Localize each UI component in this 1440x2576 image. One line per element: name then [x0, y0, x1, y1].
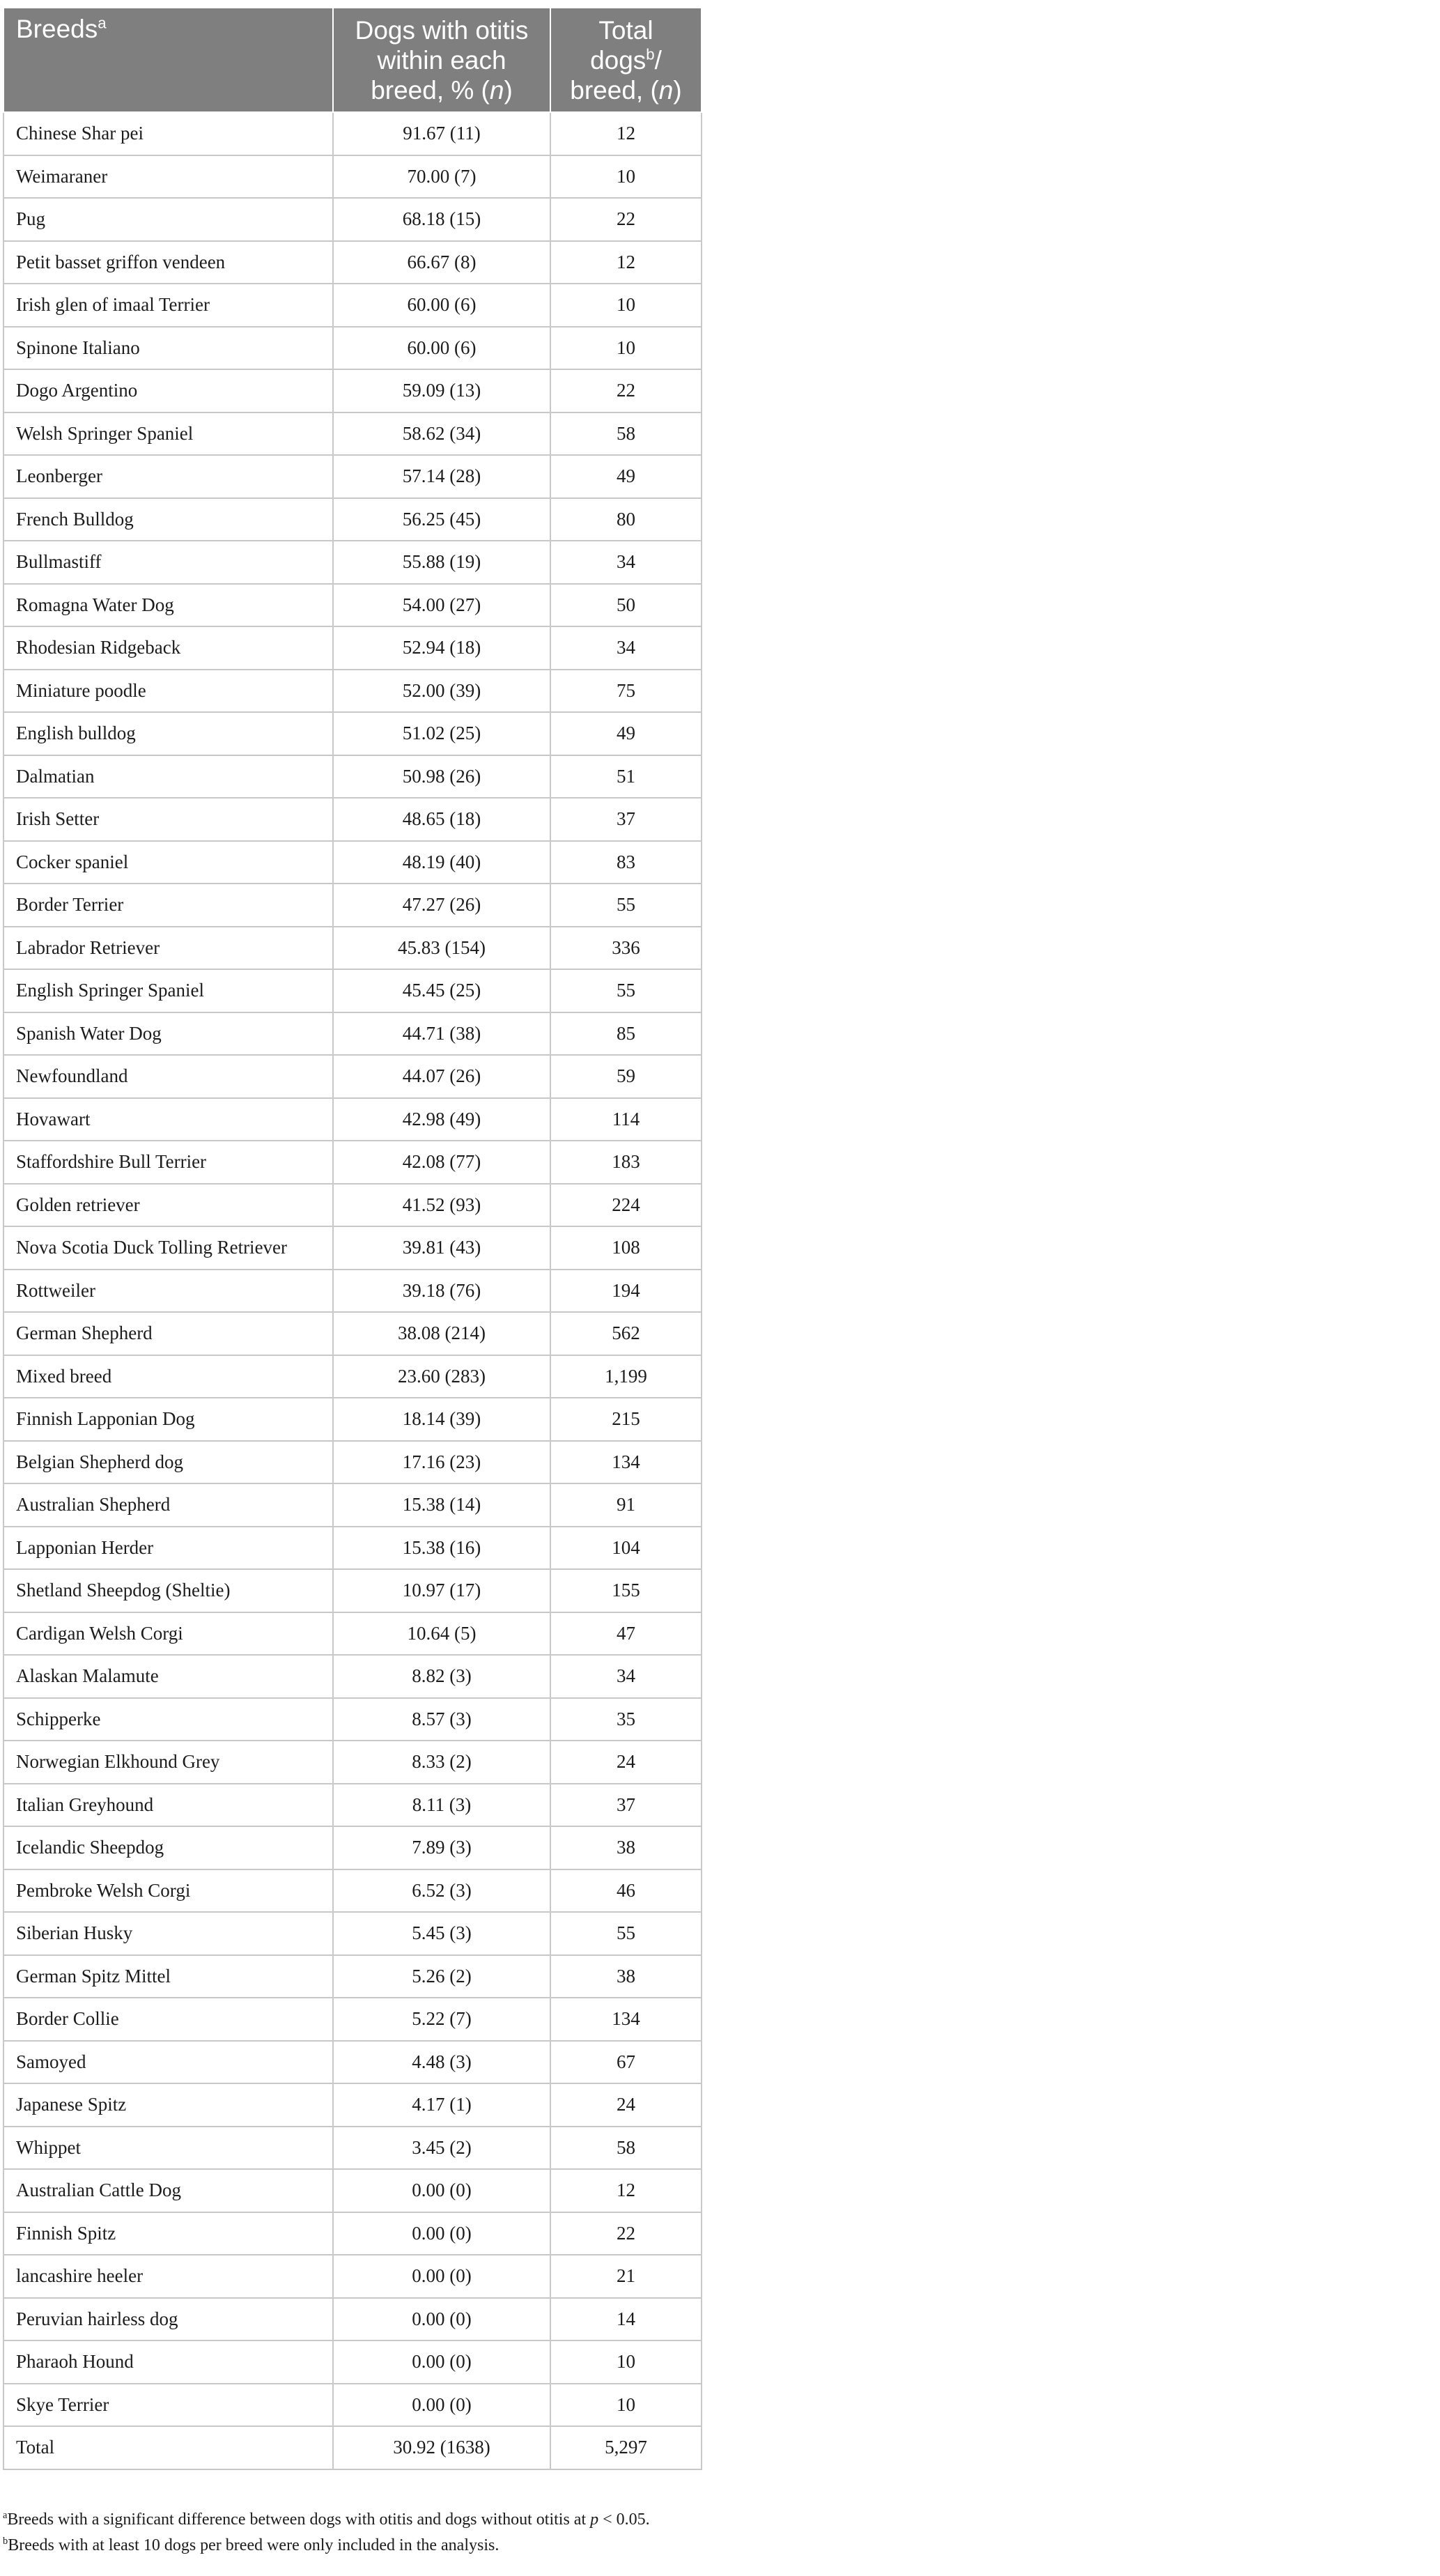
otitis-percent-cell: 70.00 (7)	[333, 155, 550, 199]
breed-cell: Samoyed	[3, 2041, 333, 2084]
header-row	[3, 8, 702, 112]
total-dogs-cell: 37	[550, 1784, 702, 1827]
table-header	[3, 8, 702, 112]
table-row	[3, 2384, 702, 2427]
breed-cell: German Spitz Mittel	[3, 1955, 333, 1998]
total-dogs-cell: 67	[550, 2041, 702, 2084]
footnote-a-italic: p	[590, 2511, 599, 2529]
total-dogs-cell: 24	[550, 1741, 702, 1784]
breed-cell: Weimaraner	[3, 155, 333, 199]
table-row	[3, 369, 702, 412]
breed-cell: Pembroke Welsh Corgi	[3, 1869, 333, 1913]
table-row	[3, 2298, 702, 2341]
total-dogs-cell: 51	[550, 755, 702, 799]
table-row	[3, 884, 702, 927]
otitis-percent-cell: 8.33 (2)	[333, 1741, 550, 1784]
table-row	[3, 241, 702, 284]
otitis-percent-cell: 0.00 (0)	[333, 2169, 550, 2212]
header-total-line3-post: )	[673, 75, 682, 105]
otitis-percent-cell: 45.45 (25)	[333, 969, 550, 1012]
breed-cell: Schipperke	[3, 1698, 333, 1741]
total-dogs-cell: 38	[550, 1826, 702, 1869]
table-row	[3, 412, 702, 456]
table-total-row	[3, 2426, 702, 2469]
table-row	[3, 712, 702, 755]
otitis-percent-cell: 42.98 (49)	[333, 1098, 550, 1141]
table-row	[3, 2041, 702, 2084]
table-row	[3, 626, 702, 670]
total-dogs-cell: 108	[550, 1226, 702, 1270]
table-row	[3, 1398, 702, 1441]
otitis-percent-cell: 52.94 (18)	[333, 626, 550, 670]
breed-cell: Border Terrier	[3, 884, 333, 927]
breed-cell: Alaskan Malamute	[3, 1655, 333, 1698]
table-row	[3, 927, 702, 970]
total-dogs-cell: 21	[550, 2255, 702, 2298]
breed-cell: Miniature poodle	[3, 670, 333, 713]
total-dogs-cell: 50	[550, 584, 702, 627]
breed-cell: Mixed breed	[3, 1355, 333, 1398]
breed-cell: Rottweiler	[3, 1270, 333, 1313]
footnote-a-marker: a	[3, 2510, 8, 2521]
otitis-percent-cell: 7.89 (3)	[333, 1826, 550, 1869]
otitis-percent-cell: 44.07 (26)	[333, 1055, 550, 1098]
breed-cell: English bulldog	[3, 712, 333, 755]
breed-cell: Australian Shepherd	[3, 1483, 333, 1527]
table-row	[3, 284, 702, 327]
otitis-percent-cell: 42.08 (77)	[333, 1141, 550, 1184]
otitis-percent-cell: 0.00 (0)	[333, 2298, 550, 2341]
table-row	[3, 1270, 702, 1313]
footnote-a	[3, 2507, 650, 2533]
footnote-a-text-post: < 0.05.	[598, 2511, 650, 2529]
breed-cell: Staffordshire Bull Terrier	[3, 1141, 333, 1184]
otitis-percent-cell: 4.48 (3)	[333, 2041, 550, 2084]
otitis-breed-table	[3, 7, 702, 2470]
total-dogs-cell: 134	[550, 1441, 702, 1484]
breed-cell: English Springer Spaniel	[3, 969, 333, 1012]
breed-cell: Finnish Lapponian Dog	[3, 1398, 333, 1441]
table-row	[3, 1355, 702, 1398]
table-row	[3, 1912, 702, 1955]
table-row	[3, 112, 702, 155]
total-dogs-cell: 12	[550, 2169, 702, 2212]
footnote-b-marker: b	[3, 2536, 8, 2547]
otitis-percent-cell: 10.97 (17)	[333, 1569, 550, 1612]
total-dogs-cell: 83	[550, 841, 702, 884]
otitis-percent-cell: 5.22 (7)	[333, 1998, 550, 2041]
table-row	[3, 1441, 702, 1484]
table-row	[3, 969, 702, 1012]
header-otitis-line1: Dogs with otitis	[355, 15, 529, 45]
header-total-dogs	[550, 8, 702, 112]
otitis-percent-cell: 47.27 (26)	[333, 884, 550, 927]
total-dogs-cell: 22	[550, 2212, 702, 2255]
otitis-percent-cell: 5.45 (3)	[333, 1912, 550, 1955]
total-dogs-cell: 134	[550, 1998, 702, 2041]
table-row	[3, 2255, 702, 2298]
table-row	[3, 455, 702, 498]
table-row	[3, 2212, 702, 2255]
total-dogs-cell: 183	[550, 1141, 702, 1184]
table-row	[3, 1098, 702, 1141]
otitis-percent-cell: 52.00 (39)	[333, 670, 550, 713]
total-dogs-cell: 14	[550, 2298, 702, 2341]
header-total-line2-pre: dogs	[590, 45, 647, 75]
total-dogs-cell: 55	[550, 969, 702, 1012]
table-row	[3, 1612, 702, 1656]
total-dogs-cell: 155	[550, 1569, 702, 1612]
breed-cell: Nova Scotia Duck Tolling Retriever	[3, 1226, 333, 1270]
breed-cell: Italian Greyhound	[3, 1784, 333, 1827]
otitis-percent-cell: 10.64 (5)	[333, 1612, 550, 1656]
breed-cell: Petit basset griffon vendeen	[3, 241, 333, 284]
total-dogs-cell: 562	[550, 1312, 702, 1355]
table-row	[3, 2127, 702, 2170]
header-breeds	[3, 8, 333, 112]
breed-cell: Icelandic Sheepdog	[3, 1826, 333, 1869]
table-row	[3, 1141, 702, 1184]
otitis-percent-cell: 39.81 (43)	[333, 1226, 550, 1270]
breed-cell: Hovawart	[3, 1098, 333, 1141]
table-row	[3, 2083, 702, 2127]
otitis-percent-cell: 60.00 (6)	[333, 327, 550, 370]
otitis-percent-cell: 57.14 (28)	[333, 455, 550, 498]
otitis-percent-cell: 4.17 (1)	[333, 2083, 550, 2127]
table-row	[3, 327, 702, 370]
total-dogs-cell: 1,199	[550, 1355, 702, 1398]
otitis-percent-cell: 6.52 (3)	[333, 1869, 550, 1913]
table-row	[3, 1569, 702, 1612]
otitis-percent-cell: 15.38 (14)	[333, 1483, 550, 1527]
otitis-percent-cell: 39.18 (76)	[333, 1270, 550, 1313]
table-row	[3, 1483, 702, 1527]
table-row	[3, 1527, 702, 1570]
breed-cell: Peruvian hairless dog	[3, 2298, 333, 2341]
total-dogs-cell: 10	[550, 2384, 702, 2427]
otitis-percent-cell: 8.11 (3)	[333, 1784, 550, 1827]
breed-cell: Norwegian Elkhound Grey	[3, 1741, 333, 1784]
otitis-percent-cell: 8.82 (3)	[333, 1655, 550, 1698]
breed-cell: French Bulldog	[3, 498, 333, 541]
total-dogs-cell: 10	[550, 155, 702, 199]
table-row	[3, 1955, 702, 1998]
table-row	[3, 584, 702, 627]
otitis-percent-cell: 0.00 (0)	[333, 2212, 550, 2255]
total-dogs-cell: 58	[550, 2127, 702, 2170]
breed-cell: Spanish Water Dog	[3, 1012, 333, 1056]
header-total-line1: Total	[598, 15, 653, 45]
table-body	[3, 112, 702, 2469]
total-dogs-cell: 38	[550, 1955, 702, 1998]
total-dogs-cell: 49	[550, 712, 702, 755]
table-row	[3, 2169, 702, 2212]
total-dogs-cell: 224	[550, 1184, 702, 1227]
table-row	[3, 1655, 702, 1698]
total-dogs-cell: 34	[550, 626, 702, 670]
otitis-percent-cell: 48.65 (18)	[333, 798, 550, 841]
total-dogs-cell: 34	[550, 541, 702, 584]
breed-cell: Whippet	[3, 2127, 333, 2170]
otitis-percent-cell: 0.00 (0)	[333, 2340, 550, 2384]
header-breeds-label: Breeds	[16, 15, 98, 43]
header-dogs-with-otitis	[333, 8, 550, 112]
breed-cell: German Shepherd	[3, 1312, 333, 1355]
breed-cell: Belgian Shepherd dog	[3, 1441, 333, 1484]
breed-cell: Skye Terrier	[3, 2384, 333, 2427]
total-dogs-cell: 24	[550, 2083, 702, 2127]
breed-cell: Siberian Husky	[3, 1912, 333, 1955]
header-otitis-line3-post: )	[504, 75, 513, 105]
total-dogs-cell: 59	[550, 1055, 702, 1098]
otitis-percent-cell: 91.67 (11)	[333, 112, 550, 155]
breed-cell: Labrador Retriever	[3, 927, 333, 970]
footnote-b	[3, 2533, 650, 2559]
table-row	[3, 755, 702, 799]
otitis-percent-cell: 44.71 (38)	[333, 1012, 550, 1056]
otitis-percent-cell: 51.02 (25)	[333, 712, 550, 755]
table-row	[3, 1826, 702, 1869]
total-dogs-cell: 47	[550, 1612, 702, 1656]
breed-cell: Welsh Springer Spaniel	[3, 412, 333, 456]
otitis-percent-cell: 66.67 (8)	[333, 241, 550, 284]
table-row	[3, 541, 702, 584]
otitis-percent-cell: 60.00 (6)	[333, 284, 550, 327]
breed-cell: Japanese Spitz	[3, 2083, 333, 2127]
table-row	[3, 1184, 702, 1227]
total-dogs-cell: 35	[550, 1698, 702, 1741]
table-footnotes	[3, 2507, 650, 2559]
breed-cell: Irish glen of imaal Terrier	[3, 284, 333, 327]
header-otitis-line3-pre: breed, % (	[371, 75, 490, 105]
otitis-percent-cell: 8.57 (3)	[333, 1698, 550, 1741]
table-row	[3, 1998, 702, 2041]
breed-cell: Pharaoh Hound	[3, 2340, 333, 2384]
total-dogs-cell: 10	[550, 2340, 702, 2384]
breed-cell: Leonberger	[3, 455, 333, 498]
total-dogs-cell: 215	[550, 1398, 702, 1441]
total-dogs-cell: 10	[550, 284, 702, 327]
breed-cell: Lapponian Herder	[3, 1527, 333, 1570]
header-otitis-line2: within each	[377, 45, 506, 75]
table-row	[3, 198, 702, 241]
otitis-percent-cell: 48.19 (40)	[333, 841, 550, 884]
total-dogs-cell: 336	[550, 927, 702, 970]
total-dogs-cell: 55	[550, 884, 702, 927]
total-dogs-cell: 58	[550, 412, 702, 456]
total-dogs-cell: 34	[550, 1655, 702, 1698]
table-row	[3, 498, 702, 541]
total-dogs-cell: 85	[550, 1012, 702, 1056]
breed-cell: Golden retriever	[3, 1184, 333, 1227]
table-row	[3, 1784, 702, 1827]
breed-cell: Chinese Shar pei	[3, 112, 333, 155]
total-dogs-cell: 46	[550, 1869, 702, 1913]
breed-cell: Australian Cattle Dog	[3, 2169, 333, 2212]
total-dogs-cell: 10	[550, 327, 702, 370]
breed-cell: Pug	[3, 198, 333, 241]
header-total-footnote-marker: b	[646, 45, 655, 63]
otitis-percent-cell: 45.83 (154)	[333, 927, 550, 970]
otitis-percent-cell: 0.00 (0)	[333, 2384, 550, 2427]
breed-cell: Finnish Spitz	[3, 2212, 333, 2255]
total-dogs-cell: 91	[550, 1483, 702, 1527]
otitis-percent-cell: 50.98 (26)	[333, 755, 550, 799]
header-total-line2-post: /	[654, 45, 662, 75]
footnote-a-text-pre: Breeds with a significant difference between dogs with otitis and dogs without otitis at	[7, 2511, 591, 2529]
breed-cell: Rhodesian Ridgeback	[3, 626, 333, 670]
breed-cell: lancashire heeler	[3, 2255, 333, 2298]
table-row	[3, 155, 702, 199]
breed-cell: Cardigan Welsh Corgi	[3, 1612, 333, 1656]
breed-cell: Romagna Water Dog	[3, 584, 333, 627]
breed-cell: Irish Setter	[3, 798, 333, 841]
header-otitis-line3-italic: n	[489, 75, 504, 105]
table-row	[3, 670, 702, 713]
table-row	[3, 1698, 702, 1741]
otitis-percent-cell: 54.00 (27)	[333, 584, 550, 627]
breed-cell: Spinone Italiano	[3, 327, 333, 370]
total-dogs-cell: 49	[550, 455, 702, 498]
total-dogs-cell: 75	[550, 670, 702, 713]
otitis-percent-cell: 3.45 (2)	[333, 2127, 550, 2170]
otitis-percent-cell: 17.16 (23)	[333, 1441, 550, 1484]
otitis-percent-cell: 15.38 (16)	[333, 1527, 550, 1570]
breed-cell: Newfoundland	[3, 1055, 333, 1098]
otitis-percent-cell: 59.09 (13)	[333, 369, 550, 412]
total-dogs-cell: 114	[550, 1098, 702, 1141]
breed-cell: Total	[3, 2426, 333, 2469]
table-row	[3, 1869, 702, 1913]
total-dogs-cell: 22	[550, 198, 702, 241]
otitis-percent-cell: 68.18 (15)	[333, 198, 550, 241]
total-dogs-cell: 37	[550, 798, 702, 841]
table-row	[3, 1226, 702, 1270]
table-row	[3, 1741, 702, 1784]
total-dogs-cell: 12	[550, 241, 702, 284]
otitis-percent-cell: 23.60 (283)	[333, 1355, 550, 1398]
otitis-percent-cell: 0.00 (0)	[333, 2255, 550, 2298]
total-dogs-cell: 12	[550, 112, 702, 155]
otitis-percent-cell: 58.62 (34)	[333, 412, 550, 456]
total-dogs-cell: 104	[550, 1527, 702, 1570]
header-breeds-footnote-marker: a	[98, 14, 107, 32]
total-dogs-cell: 22	[550, 369, 702, 412]
table-row	[3, 841, 702, 884]
footnote-b-text: Breeds with at least 10 dogs per breed were only included in the analysis.	[8, 2536, 500, 2554]
total-dogs-cell: 194	[550, 1270, 702, 1313]
otitis-percent-cell: 55.88 (19)	[333, 541, 550, 584]
breed-cell: Dalmatian	[3, 755, 333, 799]
total-dogs-cell: 55	[550, 1912, 702, 1955]
total-dogs-cell: 80	[550, 498, 702, 541]
otitis-percent-cell: 5.26 (2)	[333, 1955, 550, 1998]
total-dogs-cell: 5,297	[550, 2426, 702, 2469]
otitis-percent-cell: 56.25 (45)	[333, 498, 550, 541]
table-row	[3, 798, 702, 841]
otitis-percent-cell: 41.52 (93)	[333, 1184, 550, 1227]
breed-cell: Border Collie	[3, 1998, 333, 2041]
table-row	[3, 1055, 702, 1098]
table-row	[3, 1012, 702, 1056]
otitis-percent-cell: 18.14 (39)	[333, 1398, 550, 1441]
table-row	[3, 2340, 702, 2384]
otitis-percent-cell: 38.08 (214)	[333, 1312, 550, 1355]
breed-cell: Bullmastiff	[3, 541, 333, 584]
breed-cell: Cocker spaniel	[3, 841, 333, 884]
table-row	[3, 1312, 702, 1355]
otitis-percent-cell: 30.92 (1638)	[333, 2426, 550, 2469]
breed-cell: Shetland Sheepdog (Sheltie)	[3, 1569, 333, 1612]
header-total-line3-italic: n	[658, 75, 674, 105]
breed-cell: Dogo Argentino	[3, 369, 333, 412]
header-total-line3-pre: breed, (	[570, 75, 659, 105]
